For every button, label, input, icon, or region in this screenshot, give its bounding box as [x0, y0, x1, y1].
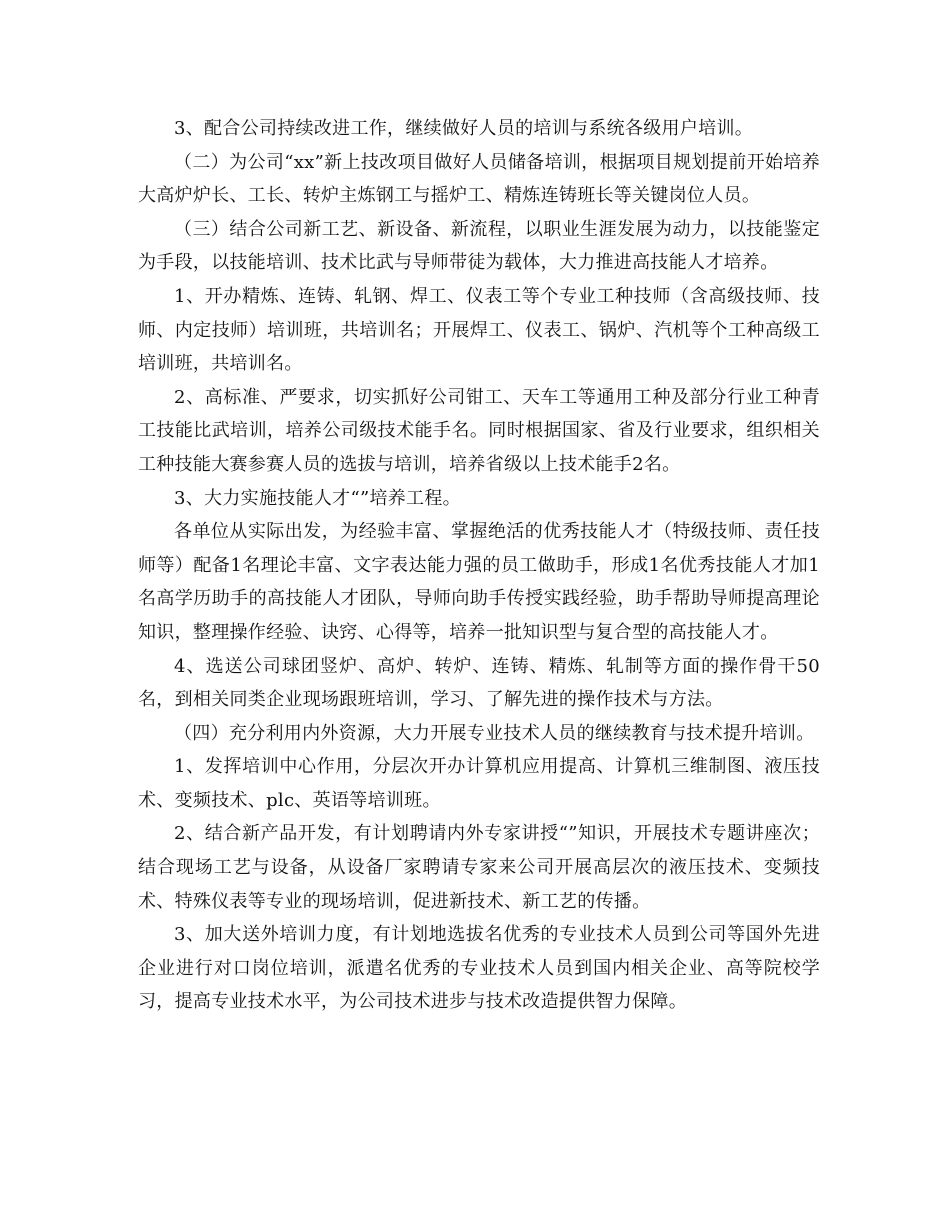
paragraph-8: 4、选送公司球团竖炉、高炉、转炉、连铸、精炼、轧制等方面的操作骨干50名，到相关同类企业现场跟班培训，学习、了解先进的操作技术与方法。 [138, 655, 820, 711]
paragraph-4: 1、开办精炼、连铸、轧钢、焊工、仪表工等个专业工种技师（含高级技师、技师、内定技师）培训班，共培训名；开展焊工、仪表工、锅炉、汽机等个工种高级工培训班，共培训名。 [138, 285, 820, 375]
paragraph-5: 2、高标准、严要求，切实抓好公司钳工、天车工等通用工种及部分行业工种青工技能比武培训，培养公司级技术能手名。同时根据国家、省及行业要求，组织相关工种技能大赛参赛人员的选拔与培训，培养省级以上技术能手2名。 [138, 386, 820, 475]
paragraph-11: 2、结合新产品开发，有计划聘请内外专家讲授“”知识，开展技术专题讲座次；结合现场工艺与设备，从设备厂家聘请专家来公司开展高层次的液压技术、变频技术、特殊仪表等专业的现场培训，促进新技术、新工艺的传播。 [138, 823, 820, 912]
paragraph-6: 3、大力实施技能人才“”培养工程。 [174, 487, 461, 509]
paragraph-10: 1、发挥培训中心作用，分层次开办计算机应用提高、计算机三维制图、液压技术、变频技术、plc、英语等培训班。 [138, 756, 820, 811]
paragraph-1: 3、配合公司持续改进工作，继续做好人员的培训与系统各级用户培训。 [174, 118, 754, 139]
paragraph-3: （三）结合公司新工艺、新设备、新流程，以职业生涯发展为动力，以技能鉴定为手段，以技能培训、技术比武与导师带徒为载体，大力推进高技能人才培养。 [138, 218, 820, 274]
paragraph-2: （二）为公司“xx”新上技改项目做好人员储备培训，根据项目规划提前开始培养大高炉炉长、工长、转炉主炼钢工与摇炉工、精炼连铸班长等关键岗位人员。 [138, 151, 820, 207]
document-body [138, 112, 820, 1019]
paragraph-12: 3、加大送外培训力度，有计划地选拔名优秀的专业技术人员到公司等国外先进企业进行对口岗位培训，派遣名优秀的专业技术人员到国内相关企业、高等院校学习，提高专业技术水平，为公司技术进步与技术改造提供智力保障。 [138, 924, 820, 1013]
paragraph-7: 各单位从实际出发，为经验丰富、掌握绝活的优秀技能人才（特级技师、责任技师等）配备1名理论丰富、文字表达能力强的员工做助手，形成1名优秀技能人才加1名高学历助手的高技能人才团队，导师向助手传授实践经验，助手帮助导师提高理论知识，整理操作经验、诀窍、心得等，培养一批知识型与复合型的高技能人才。 [138, 521, 820, 643]
paragraph-9: （四）充分利用内外资源，大力开展专业技术人员的继续教育与技术提升培训。 [174, 722, 815, 744]
